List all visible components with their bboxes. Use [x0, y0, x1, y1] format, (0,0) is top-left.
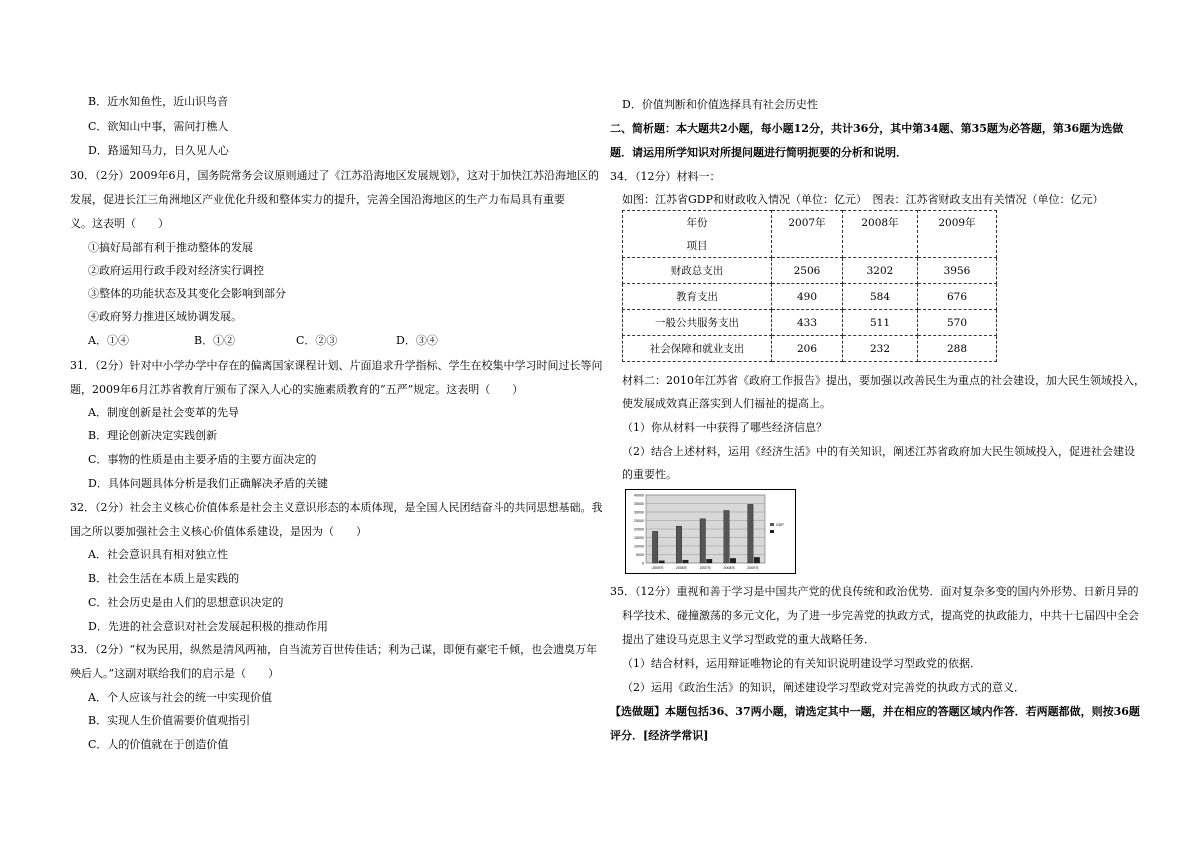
table-cell: 490	[772, 284, 843, 310]
elective-header: 【选做题】本题包括36、37两小题，请选定其中一题，并在相应的答题区域内作答．若两题都做，则按36题	[610, 705, 1140, 718]
y-tick-label: 20000	[634, 527, 644, 532]
q34-title: 34．（12分）材料一：	[610, 170, 721, 183]
q30-choice-c: C．②③	[296, 334, 338, 347]
q33-stem-line: 33．（2分）“权为民用，纵然是清风两袖，自当流芳百世传佳话；利为己谋，即便有豪宅千倾，也会遗臭万年	[70, 643, 598, 656]
q32-option-a: A．社会意识具有相对独立性	[88, 548, 228, 561]
q33-option-d: D．价值判断和价值选择具有社会历史性	[622, 98, 818, 111]
y-tick-label: 15000	[634, 536, 644, 540]
q31-option-a: A．制度创新是社会变革的先导	[88, 406, 239, 419]
q33-option-c: C．人的价值就在于创造价值	[88, 738, 229, 751]
table-cell: 3956	[918, 258, 997, 284]
table-row	[623, 310, 997, 336]
table-row	[623, 284, 997, 310]
table-year-header: 2007年	[772, 211, 843, 258]
table-cell: 232	[843, 336, 918, 362]
q35-question-2: （2）运用《政治生活》的知识，阐述建设学习型政党对完善党的执政方式的意义．	[622, 681, 1025, 694]
q31-stem-line: 31．（2分）针对中小学办学中存在的偏离国家课程计划、片面追求升学指标、学生在校集中学习时间过长等问	[70, 359, 603, 372]
q33-option-b: B．实现人生价值需要价值观指引	[88, 714, 251, 727]
legend-swatch	[770, 530, 774, 533]
q32-stem-line: 国之所以要加强社会主义核心价值体系建设，是因为（ ）	[70, 525, 367, 538]
table-row	[623, 336, 997, 362]
corner-item-label: 项目	[686, 240, 708, 252]
q35-line: 提出了建设马克思主义学习型政党的重大战略任务．	[622, 633, 875, 646]
table-year-header: 2009年	[918, 211, 997, 258]
legend-swatch	[770, 523, 774, 526]
bar	[707, 559, 713, 563]
q33-stem-line: 殃后人。”这副对联给我们的启示是（ ）	[70, 667, 280, 680]
q35-line: 35．（12分）重视和善于学习是中国共产党的优良传统和政治优势．面对复杂多变的国内外形势、日新月异的	[610, 585, 1139, 598]
x-tick-label: 2007年	[699, 566, 712, 570]
table-cell: 433	[772, 310, 843, 336]
material-2-line: 使发展成效真正落实到人们福祉的提高上。	[622, 397, 831, 410]
section-2-header: 二、简析题：本大题共2小题，每小题12分，共计36分，其中第34题、第35题为必答题，第36题为选做	[610, 122, 1124, 135]
table-cell: 206	[772, 336, 843, 362]
y-tick-label: 40000	[634, 493, 644, 498]
legend-label: GDP	[776, 523, 784, 527]
q35-question-1: （1）结合材料，运用辩证唯物论的有关知识说明建设学习型政党的依据．	[622, 657, 981, 670]
table-row-label: 教育支出	[623, 284, 772, 310]
x-tick-label: 2006年	[675, 566, 688, 570]
bar	[676, 526, 682, 563]
q30-statement: ①搞好局部有利于推动整体的发展	[88, 241, 253, 254]
bar	[724, 510, 730, 563]
bar	[659, 561, 665, 563]
expenditure-table	[622, 210, 997, 362]
bar	[683, 560, 689, 563]
q31-option-c: C．事物的性质是由主要矛盾的主要方面决定的	[88, 453, 317, 466]
q30-choice-d: D．③④	[396, 334, 438, 347]
q31-stem-line: 题，2009年6月江苏省教育厅颁布了深入人心的实施素质教育的“五严”规定。这表明（ ）	[70, 383, 524, 396]
q30-choice-b: B．①②	[194, 334, 236, 347]
table-row	[623, 258, 997, 284]
table-cell: 584	[843, 284, 918, 310]
q34-captions: 如图：江苏省GDP和财政收入情况（单位：亿元） 图表：江苏省财政支出有关情况（单位：亿元）	[622, 193, 1104, 206]
q34-question-1: （1）你从材料一中获得了哪些经济信息？	[622, 421, 827, 434]
x-tick-label: 2009年	[747, 566, 759, 570]
q33-option-a: A．个人应该与社会的统一中实现价值	[88, 691, 272, 704]
table-year-header: 2008年	[843, 211, 918, 258]
q30-statement: ③整体的功能状态及其变化会影响到部分	[88, 287, 286, 300]
q32-option-c: C．社会历史是由人们的思想意识决定的	[88, 596, 284, 609]
q30-stem-line: 发展，促进长江三角洲地区产业优化升级和整体实力的提升，完善全国沿海地区的生产力布局具有重要	[70, 193, 565, 206]
table-row-label: 财政总支出	[623, 258, 772, 284]
q32-option-d: D．先进的社会意识对社会发展起积极的推动作用	[88, 620, 328, 633]
y-tick-label: 0	[642, 561, 644, 566]
table-cell: 676	[918, 284, 997, 310]
table-cell: 3202	[843, 258, 918, 284]
q30-stem-line: 义。这表明（ ）	[70, 217, 169, 230]
y-tick-label: 5000	[636, 553, 644, 557]
bar	[748, 504, 754, 563]
x-tick-label: 2008年	[723, 566, 736, 570]
y-tick-label: 10000	[634, 544, 644, 549]
q32-stem-line: 32．（2分）社会主义核心价值体系是社会主义意识形态的本质体现，是全国人民团结奋斗的共同思想基础。我	[70, 501, 603, 514]
q34-question-2-cont: 的重要性。	[622, 468, 677, 481]
material-2-line: 材料二：2010年江苏省《政府工作报告》提出，要加强以改善民生为重点的社会建设，加大民生领域投入，	[622, 374, 1145, 387]
q29-option-c: C．欲知山中事，需问打樵人	[88, 120, 229, 133]
q30-choice-a: A．①④	[88, 334, 129, 347]
q31-option-b: B．理论创新决定实践创新	[88, 429, 218, 442]
q32-option-b: B．社会生活在本质上是实践的	[88, 572, 240, 585]
q29-option-d: D．路遥知马力，日久见人心	[88, 144, 229, 157]
q34-question-2: （2）结合上述材料，运用《经济生活》中的有关知识，阐述江苏省政府加大民生领域投入，促进社会建设	[622, 445, 1135, 458]
q30-stem-line: 30．（2分）2009年6月，国务院常务会议原则通过了《江苏沿海地区发展规划》，这对于加快江苏沿海地区的	[70, 169, 599, 182]
bar	[700, 519, 706, 563]
table-cell: 288	[918, 336, 997, 362]
y-tick-label: 35000	[634, 502, 644, 506]
section-2-header: 题．请运用所学知识对所提问题进行简明扼要的分析和说明．	[610, 146, 907, 159]
table-corner-cell	[623, 211, 772, 258]
q30-statement: ④政府努力推进区域协调发展。	[88, 310, 242, 323]
x-tick-label: 2005年	[652, 566, 664, 570]
q30-statement: ②政府运用行政手段对经济实行调控	[88, 264, 264, 277]
q31-option-d: D．具体问题具体分析是我们正确解决矛盾的关键	[88, 477, 328, 490]
table-cell: 2506	[772, 258, 843, 284]
corner-year-label: 年份	[686, 217, 708, 229]
y-tick-label: 25000	[634, 519, 644, 523]
table-cell: 570	[918, 310, 997, 336]
table-cell: 511	[843, 310, 918, 336]
y-tick-label: 30000	[634, 510, 644, 515]
gdp-revenue-chart	[625, 489, 796, 574]
q29-option-b: B．近水知鱼性，近山识鸟音	[88, 95, 229, 108]
q35-line: 科学技术、碰撞激荡的多元文化，为了进一步完善党的执政方式，提高党的执政能力，中共十七届四中全会	[622, 609, 1139, 622]
elective-header: 评分．[经济学常识]	[610, 729, 709, 742]
bar	[730, 558, 736, 563]
table-row-label: 一般公共服务支出	[623, 310, 772, 336]
bar	[754, 557, 760, 563]
table-row-label: 社会保障和就业支出	[623, 336, 772, 362]
bar	[652, 531, 658, 563]
table-header-row	[623, 211, 997, 258]
